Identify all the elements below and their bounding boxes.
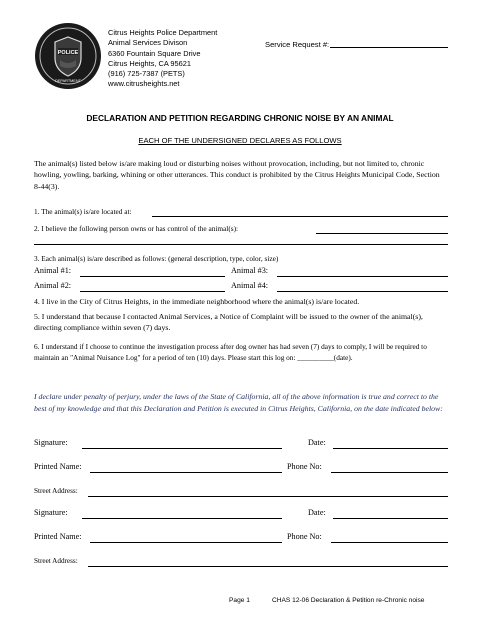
signature-field-1[interactable] <box>82 448 282 449</box>
page-number: Page 1 <box>229 597 250 604</box>
service-request-label: Service Request #: <box>265 40 330 49</box>
street-address-label: Street Address: <box>34 557 78 565</box>
form-identifier: CHAS 12-06 Declaration & Petition re-Chronic noise <box>272 597 425 604</box>
declaration-statement: I declare under penalty of perjury, under the laws of the State of California, all of the above information is true and correct to the best of my knowledge and that this Declaration and Petition is executed in Citrus Heights, California, on the date indicated below: <box>34 392 443 413</box>
department-address <box>108 28 217 90</box>
animal-4-label: Animal #4: <box>231 281 269 290</box>
date-field-1[interactable] <box>333 448 448 449</box>
intro-paragraph: The animal(s) listed below is/are making loud or disturbing noises without provocation, including, but not limited to, chronic howling, yowling, barking, whining or other utterances. This conduct is prohibited by the Citrus Heights Municipal Code, Section 8-44(3). <box>34 159 440 191</box>
signature-field-2[interactable] <box>82 518 282 519</box>
item-2-label: 2. I believe the following person owns or has control of the animal(s): <box>34 224 239 233</box>
date-label: Date: <box>308 508 326 517</box>
address-line: 6360 Fountain Square Drive <box>108 48 201 58</box>
item-6-text: 6. I understand if I choose to continue the investigation process after dog owner has had seven (7) days to comply, I will be required to maintain an "Animal Nuisance Log" for a period of ten (10) days. Please start this log on: __________(date). <box>34 342 427 363</box>
street-address-field-2[interactable] <box>88 566 448 567</box>
item-3-label: 3. Each animal(s) is/are described as follows: (general description, type, color, size) <box>34 254 279 263</box>
police-badge-logo <box>34 22 102 90</box>
signature-label: Signature: <box>34 508 68 517</box>
animal-2-field[interactable] <box>80 291 225 292</box>
item-1-label: 1. The animal(s) is/are located at: <box>34 207 132 216</box>
phone-label: Phone No: <box>287 462 322 471</box>
address-line: (916) 725-7387 (PETS) <box>108 69 185 79</box>
printed-name-field-2[interactable] <box>90 542 282 543</box>
street-address-label: Street Address: <box>34 487 78 495</box>
date-field-2[interactable] <box>333 518 448 519</box>
address-line: Citrus Heights, CA 95621 <box>108 58 191 68</box>
printed-name-label: Printed Name: <box>34 532 82 541</box>
item-5-text: 5. I understand that because I contacted Animal Services, a Notice of Complaint will be issued to the owner of the animal(s), directing compliance within seven (7) days. <box>34 312 423 333</box>
printed-name-field-1[interactable] <box>90 472 282 473</box>
address-line: Citrus Heights Police Department <box>108 28 218 37</box>
animal-3-field[interactable] <box>277 276 448 277</box>
page-subtitle: EACH OF THE UNDERSIGNED DECLARES AS FOLLOWS <box>138 136 342 145</box>
phone-field-2[interactable] <box>331 542 448 543</box>
date-label: Date: <box>308 438 326 447</box>
printed-name-label: Printed Name: <box>34 462 82 471</box>
animal-2-label: Animal #2: <box>34 281 72 290</box>
animal-4-field[interactable] <box>277 291 448 292</box>
page-title: DECLARATION AND PETITION REGARDING CHRONIC NOISE BY AN ANIMAL <box>86 113 394 123</box>
animal-location-field[interactable] <box>152 216 448 217</box>
address-line: Animal Services Divison <box>108 38 188 48</box>
owner-field-line-2[interactable] <box>34 244 448 245</box>
animal-1-label: Animal #1: <box>34 266 72 275</box>
animal-1-field[interactable] <box>80 276 225 277</box>
street-address-field-1[interactable] <box>88 496 448 497</box>
address-line: www.citrusheights.net <box>108 79 180 89</box>
animal-3-label: Animal #3: <box>231 266 269 275</box>
badge-label: POLICE <box>57 50 79 56</box>
badge-sublabel: DEPARTMENT <box>55 79 81 83</box>
service-request-field[interactable] <box>330 47 448 48</box>
owner-field[interactable] <box>316 233 448 234</box>
phone-field-1[interactable] <box>331 472 448 473</box>
item-4-text: 4. I live in the City of Citrus Heights, in the immediate neighborhood where the animal(s) is/are located. <box>34 297 360 306</box>
phone-label: Phone No: <box>287 532 322 541</box>
signature-label: Signature: <box>34 438 68 447</box>
